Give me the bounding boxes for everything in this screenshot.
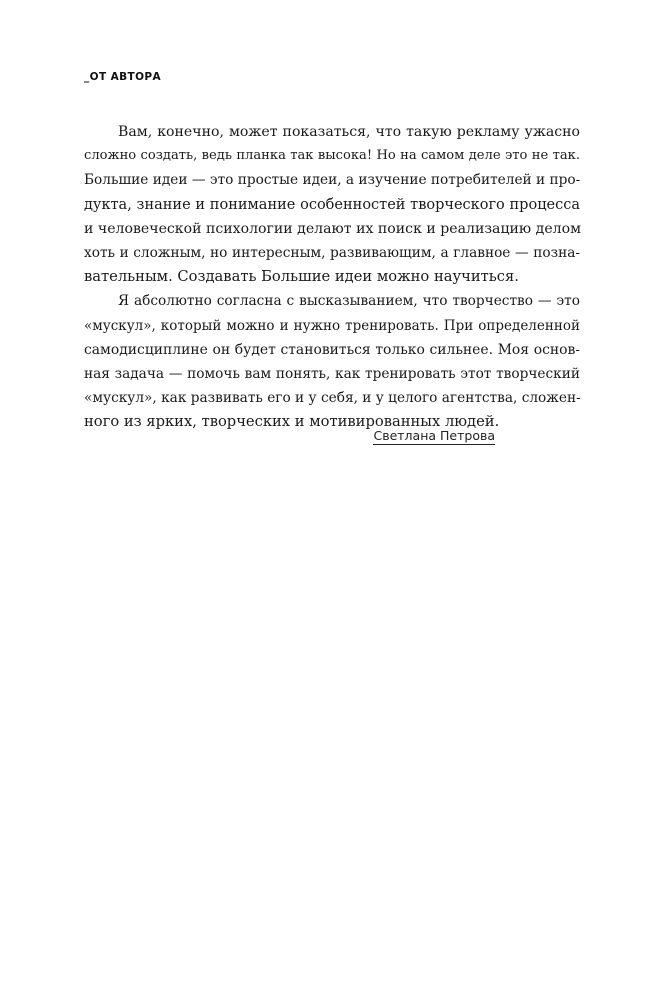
text-line: вательным. Создавать Большие идеи можно научиться. (84, 268, 519, 286)
text-line: Вам, конечно, может показаться, что такую рекламу ужасно (118, 124, 580, 140)
text-line: ного из ярких, творческих и мотивированных людей. (84, 413, 500, 431)
text-line: и человеческой психологии делают их поиск и реализацию делом (84, 220, 582, 237)
paragraph-2 (84, 289, 580, 434)
text-line: сложно создать, ведь планка так высока! Но на самом деле это не так. (84, 148, 580, 164)
text-line: хоть и сложным, но интересным, развивающим, а главное — позна- (84, 244, 580, 261)
body-text (84, 120, 580, 434)
text-line: «мускул», который можно и нужно тренировать. При определенной (84, 317, 580, 334)
author-signature: Светлана Петрова (373, 428, 495, 443)
text-line: самодисциплине он будет становиться только сильнее. Моя основ- (84, 341, 580, 358)
text-line: ная задача — помочь вам понять, как тренировать этот творческий (84, 365, 580, 382)
section-header: _ОТ АВТОРА (84, 71, 162, 83)
paragraph-1 (84, 120, 580, 289)
text-line: Большие идеи — это простые идеи, а изучение потребителей и про- (84, 172, 581, 189)
text-line: Я абсолютно согласна с высказыванием, что творчество — это (118, 293, 580, 310)
text-line: «мускул», как развивать его и у себя, и у целого агентства, сложен- (84, 390, 581, 407)
text-line: дукта, знание и понимание особенностей творческого процесса (84, 196, 580, 213)
